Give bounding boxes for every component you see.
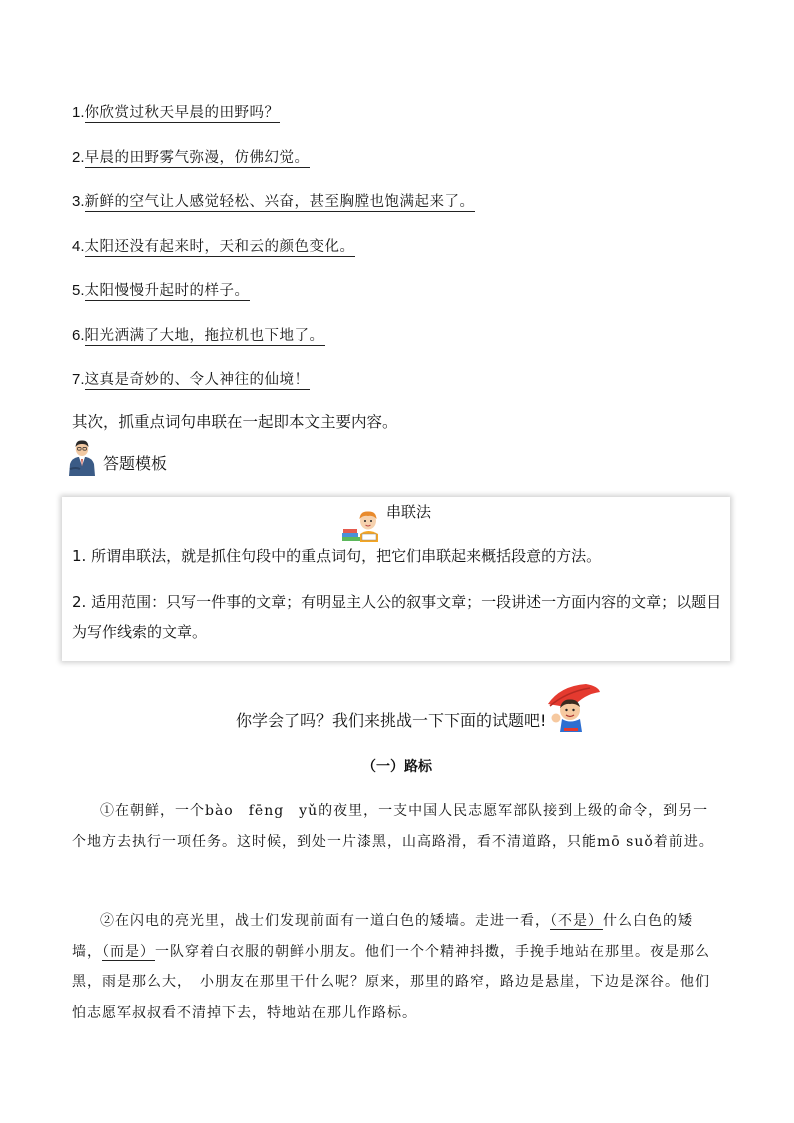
- method-point-1: 1. 所谓串联法，就是抓住句段中的重点词句，把它们串联起来概括段意的方法。: [72, 547, 602, 565]
- template-label: 答题模板: [103, 453, 168, 473]
- teacher-icon: [66, 436, 98, 476]
- student-reading-icon: [340, 506, 384, 544]
- section-title: （一）路标: [362, 759, 432, 775]
- underlined-word: （不是）: [550, 913, 603, 929]
- challenge-text: 你学会了吗？我们来挑战一下下面的试题吧!: [236, 710, 547, 730]
- template-heading: [66, 436, 167, 476]
- list-item: 7.这真是奇妙的、令人神往的仙境！: [72, 371, 310, 388]
- list-item: 4.太阳还没有起来时，天和云的颜色变化。: [72, 237, 355, 255]
- list-item: 2.早晨的田野雾气弥漫，仿佛幻觉。: [72, 148, 310, 166]
- list-item: 1.你欣赏过秋天早晨的田野吗？: [72, 104, 280, 121]
- superhero-icon: [540, 682, 602, 736]
- method-point-2: 2. 适用范围：只写一件事的文章；有明显主人公的叙事文章；一段讲述一方面内容的文章；以题目为写作线索的文章。: [72, 593, 722, 641]
- paragraph-2: ②在闪电的亮光里，战士们发现前面有一道白色的矮墙。走进一看，（不是）什么白色的矮墙，（而是）一队穿着白衣服的朝鲜小朋友。他们一个个精神抖擞，手挽手地站在那里。夜是那么黑，雨是那么大， 小朋友在那里干什么呢？原来，那里的路窄，路边是悬崖，下边是深谷。他们怕志愿军叔叔看不清掉下去，特地站在那儿作路标。: [72, 913, 710, 1021]
- method-header: [340, 501, 431, 544]
- underlined-word: （而是）: [102, 943, 155, 960]
- sentence-list: [72, 100, 732, 412]
- list-item: 3.新鲜的空气让人感觉轻松、兴奋，甚至胸膛也饱满起来了。: [72, 193, 475, 210]
- list-item: 6.阳光洒满了大地，拖拉机也下地了。: [72, 326, 325, 344]
- summary-text: 其次，抓重点词句串联在一起即本文主要内容。: [72, 413, 398, 431]
- challenge-heading: [236, 702, 602, 736]
- paragraph-1: ①在朝鲜，一个bào fēng yǔ的夜里，一支中国人民志愿军部队接到上级的命令，到另一个地方去执行一项任务。这时候，到处一片漆黑，山高路滑，看不清道路，只能mō suǒ着前进。: [72, 803, 714, 850]
- list-item: 5.太阳慢慢升起时的样子。: [72, 282, 250, 299]
- method-box: [62, 497, 730, 661]
- method-title: 串联法: [386, 503, 432, 521]
